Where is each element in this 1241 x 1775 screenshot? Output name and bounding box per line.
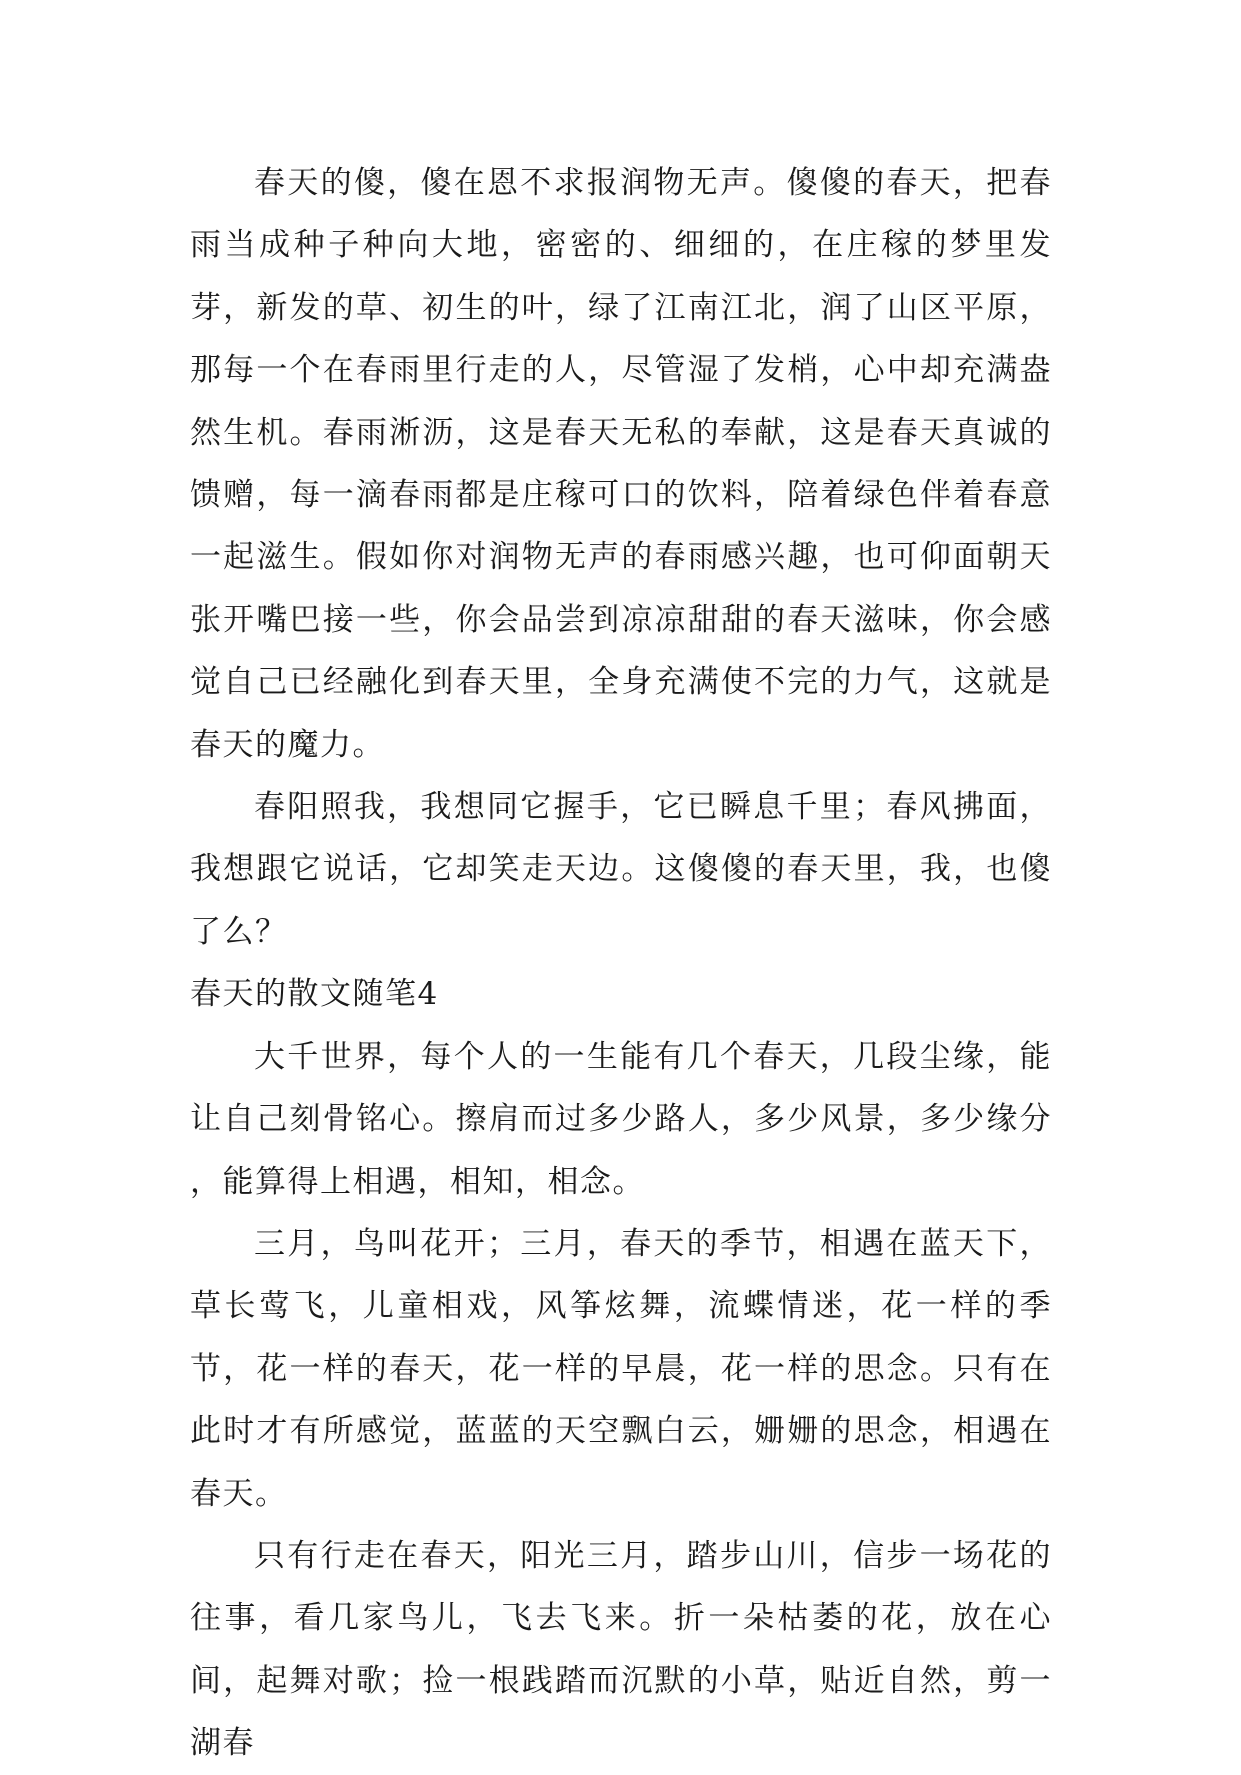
paragraph-march: 三月，鸟叫花开；三月，春天的季节，相遇在蓝天下，草长莺飞，儿童相戏，风筝炫舞，流蝶情迷，花一样的季节，花一样的春天，花一样的早晨，花一样的思念。只有在此时才有所感觉，蓝蓝的天空飘白云，姗姗的思念，相遇在春天。 [190, 1225, 1052, 1512]
paragraph-great-world: 大千世界，每个人的一生能有几个春天，几段尘缘，能让自己刻骨铭心。擦肩而过多少路人，多少风景，多少缘分 ，能算得上相遇，相知，相念。 [190, 1038, 1052, 1200]
paragraph-spring-sun: 春阳照我，我想同它握手，它已瞬息千里；春风拂面，我想跟它说话，它却笑走天边。这傻傻的春天里，我，也傻了么？ [190, 789, 1052, 950]
paragraph-spring-rain: 春天的傻，傻在恩不求报润物无声。傻傻的春天，把春雨当成种子种向大地，密密的、细细的，在庄稼的梦里发芽，新发的草、初生的叶，绿了江南江北，润了山区平原，那每一个在春雨里行走的人，尽管湿了发梢，心中却充满盎然生机。春雨淅沥，这是春天无私的奉献，这是春天真诚的馈赠，每一滴春雨都是庄稼可口的饮料，陪着绿色伴着春意一起滋生。假如你对润物无声的春雨感兴趣，也可仰面朝天张开嘴巴接一些，你会品尝到凉凉甜甜的春天滋味，你会感觉自己已经融化到春天里，全身充满使不完的力气，这就是春天的魔力。 [190, 165, 1052, 763]
section-heading: 春天的散文随笔4 [190, 976, 439, 1013]
document-body [190, 152, 1052, 1775]
paragraph-walking-in-spring: 只有行走在春天，阳光三月，踏步山川，信步一场花的往事，看几家鸟儿，飞去飞来。折一朵枯萎的花，放在心间，起舞对歌；捡一根践踏而沉默的小草，贴近自然，剪一湖春 [190, 1537, 1052, 1762]
